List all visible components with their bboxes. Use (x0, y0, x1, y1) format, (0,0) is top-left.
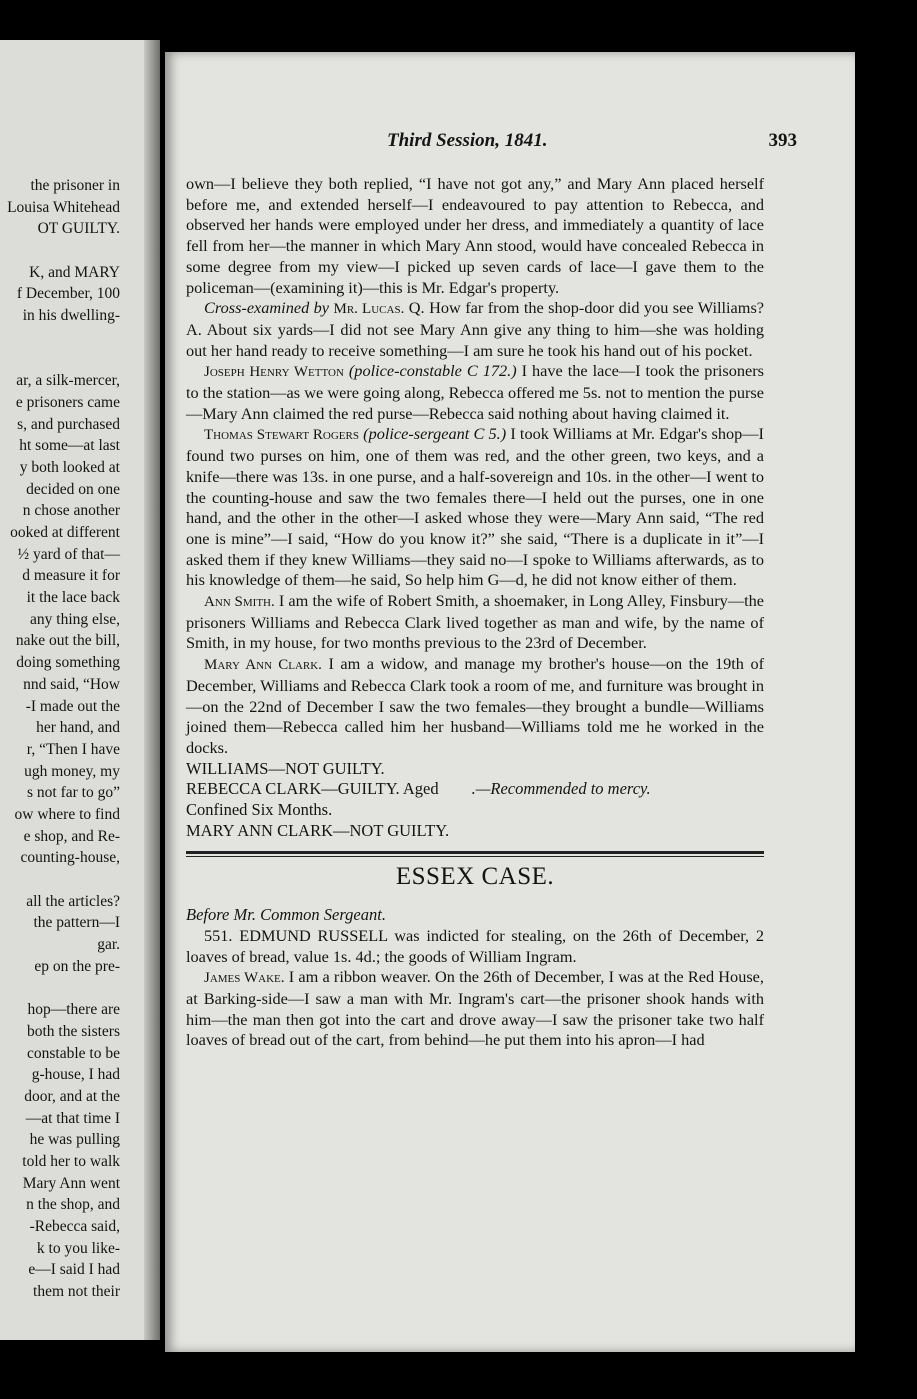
left-page-line: gar. (97, 936, 120, 954)
witness-statement (186, 967, 764, 1051)
left-page-line: —at that time I (25, 1109, 120, 1127)
left-page-line: nnd said, “How (23, 675, 120, 693)
left-page-line: K, and MARY (29, 263, 120, 281)
left-page-line: -I made out the (25, 697, 120, 715)
left-page-line: f December, 100 (16, 285, 120, 303)
counsel-name: Mr. Lucas. (333, 301, 405, 318)
paragraph-1: own—I believe they both replied, “I have not got any,” and Mary Ann placed herself before me, and extended herself—I endeavoured to pay attention to Rebecca, and observed her hands were employed under her dress, and immediately a quantity of lace fell from her—the manner in which Mary Ann stood, would have concealed Rebecca in some degree from my view—I picked up seven cards of lace—I gave them to the policeman—(examining it)—this is Mr. Edgar's property. (186, 174, 764, 297)
paragraph-2-text: Q. How far from the shop-door did you see Williams? A. About six yards—I did not see Mary Ann give any thing to him—she was holding out her hand ready to receive something—I am sure he took his hand out of his pocket. (186, 298, 765, 360)
witness-name: Ann Smith. (204, 594, 275, 611)
verdict-mary-ann: MARY ANN CLARK—NOT GUILTY. (186, 820, 450, 840)
paragraph-3-text: I have the lace—I took the prisoners to the station—as we were going along, Rebecca offered me 5s. not to mention the purse—Mary Ann claimed the red purse—Rebecca said nothing about having claimed it. (186, 361, 764, 423)
left-page-line: n the shop, and (26, 1196, 120, 1214)
left-page-line: e prisoners came (15, 393, 120, 411)
paragraph-5-text: I am the wife of Robert Smith, a shoemaker, in Long Alley, Finsbury—the prisoners Williams and Rebecca Clark lived together as man and wife, by the name of Smith, in my house, for two months previous to the 23rd of December. (186, 591, 764, 653)
court-heading: Before Mr. Common Sergeant. (186, 905, 386, 925)
session-title: Third Session, 1841. (387, 130, 548, 151)
left-page-line: ar, a silk-mercer, (16, 372, 120, 390)
left-page (0, 40, 160, 1340)
left-page-line: hop—there are (27, 1001, 120, 1019)
running-header (165, 130, 855, 158)
left-page-line: e—I said I had (28, 1261, 120, 1279)
left-page-line: ow where to find (14, 805, 120, 823)
left-page-line: ht some—at last (19, 437, 120, 455)
left-page-line: k to you like- (36, 1239, 120, 1257)
left-page-line: s not far to go” (27, 784, 120, 802)
left-page-line (0, 349, 120, 371)
left-page-line: door, and at the (24, 1087, 120, 1105)
witness-role: (police-sergeant C 5.) (363, 424, 507, 444)
paragraph-6 (186, 654, 764, 759)
witness-role: (police-constable C 172.) (348, 361, 517, 381)
left-page-line: ugh money, my (24, 762, 120, 780)
paragraph-3 (186, 361, 764, 424)
left-page-line: her hand, and (36, 719, 120, 737)
paragraph-2 (186, 298, 764, 361)
verdict-rebecca-recommendation: .—Recommended to mercy. (471, 779, 651, 799)
left-page-line: nake out the bill, (15, 632, 120, 650)
left-page-line: told her to walk (22, 1152, 120, 1170)
left-page-line: in his dwelling- (22, 307, 120, 325)
left-page-line: any thing else, (30, 610, 120, 628)
left-page-line: -Rebecca said, (29, 1218, 120, 1235)
right-page (165, 52, 855, 1352)
left-page-text (0, 175, 120, 1303)
left-page-line: Louisa Whitehead (7, 198, 120, 216)
paragraph-5 (186, 591, 764, 654)
witness-name: Mary Ann Clark. (204, 657, 322, 674)
left-page-line: constable to be (27, 1044, 120, 1062)
book-gutter (144, 40, 160, 1340)
left-page-line: he was pulling (29, 1131, 120, 1149)
left-page-line: it the lace back (26, 589, 120, 607)
witness-name: James Wake. (204, 970, 285, 987)
left-page-line: Mary Ann went (22, 1174, 120, 1192)
verdict-williams: WILLIAMS—NOT GUILTY. (186, 758, 385, 778)
left-page-line (0, 240, 120, 262)
left-page-line: d measure it for (22, 567, 120, 585)
left-page-line: ½ yard of that— (17, 545, 120, 563)
section-title: ESSEX CASE. (395, 862, 555, 890)
left-page-line: the pattern—I (33, 914, 120, 932)
left-page-line: ooked at different (10, 524, 120, 541)
left-page-line: ep on the pre- (34, 957, 120, 975)
left-page-line: doing something (16, 654, 120, 672)
left-page-line: all the articles? (26, 892, 120, 910)
witness-name: Joseph Henry Wetton (204, 364, 344, 381)
case-indictment: 551. EDMUND RUSSELL was indicted for stealing, on the 26th of December, 2 loaves of bread, value 1s. 4d.; the goods of William Ingram. (186, 925, 764, 966)
left-page-line: them not their (33, 1283, 120, 1301)
left-page-line (0, 327, 120, 349)
left-page-line: s, and purchased (17, 415, 120, 433)
left-page-line: OT GUILTY. (37, 220, 120, 238)
left-page-line: counting-house, (20, 849, 120, 867)
left-page-line: decided on one (26, 480, 120, 498)
verdict-sentence: Confined Six Months. (186, 800, 333, 820)
left-page-line (0, 977, 120, 999)
paragraph-6-text: I am a widow, and manage my brother's house—on the 19th of December, Williams and Rebecca Clark took a room of me, and furniture was brought in—on the 22nd of December I saw the two females—they brought a bundle—Williams joined them—Rebecca called him her husband—Williams told me he worked in the docks. (186, 654, 765, 757)
left-page-line: e shop, and Re- (23, 827, 120, 845)
page-body (186, 174, 764, 1051)
witness-name: Thomas Stewart Rogers (204, 427, 359, 444)
left-page-line: both the sisters (27, 1022, 120, 1040)
left-page-line: r, “Then I have (26, 740, 120, 758)
left-page-line: y both looked at (19, 458, 120, 476)
verdict-rebecca (186, 779, 764, 800)
paragraph-4 (186, 424, 764, 591)
left-page-line: n chose another (22, 502, 120, 520)
paragraph-4-text: I took Williams at Mr. Edgar's shop—I found two purses on him, one of them was red, and the other green, two keys, and a knife—there was 13s. in one purse, and a half-sovereign and 10s. in the other—I went to the counting-house and saw the two females there—I held out the purses, one in one hand, and the other in the other—I asked whose they were—Mary Ann said, “The red one is mine”—I said, “How do you know it?” she said, “There is a duplicate in it”—I asked them if they knew Williams—they said no—I spoke to Williams afterwards, as to his knowledge of them—he said, So help him G—d, he did not know either of them. (186, 424, 764, 590)
left-page-line: g-house, I had (31, 1066, 120, 1084)
left-page-line (0, 869, 120, 891)
witness-statement-text: I am a ribbon weaver. On the 26th of December, I was at the Red House, at Barking-side—I saw a man with Mr. Ingram's cart—the prisoner shook hands with him—the man then got into the cart and drove away—I saw the prisoner take two half loaves of bread out of the cart, from behind—he put them into his apron—I had (186, 967, 764, 1050)
cross-examined-label: Cross-examined by (204, 298, 330, 318)
verdict-rebecca-main: REBECCA CLARK—GUILTY. Aged (186, 779, 439, 799)
section-divider (186, 851, 764, 857)
page-number: 393 (768, 130, 797, 151)
left-page-line: the prisoner in (30, 177, 120, 194)
